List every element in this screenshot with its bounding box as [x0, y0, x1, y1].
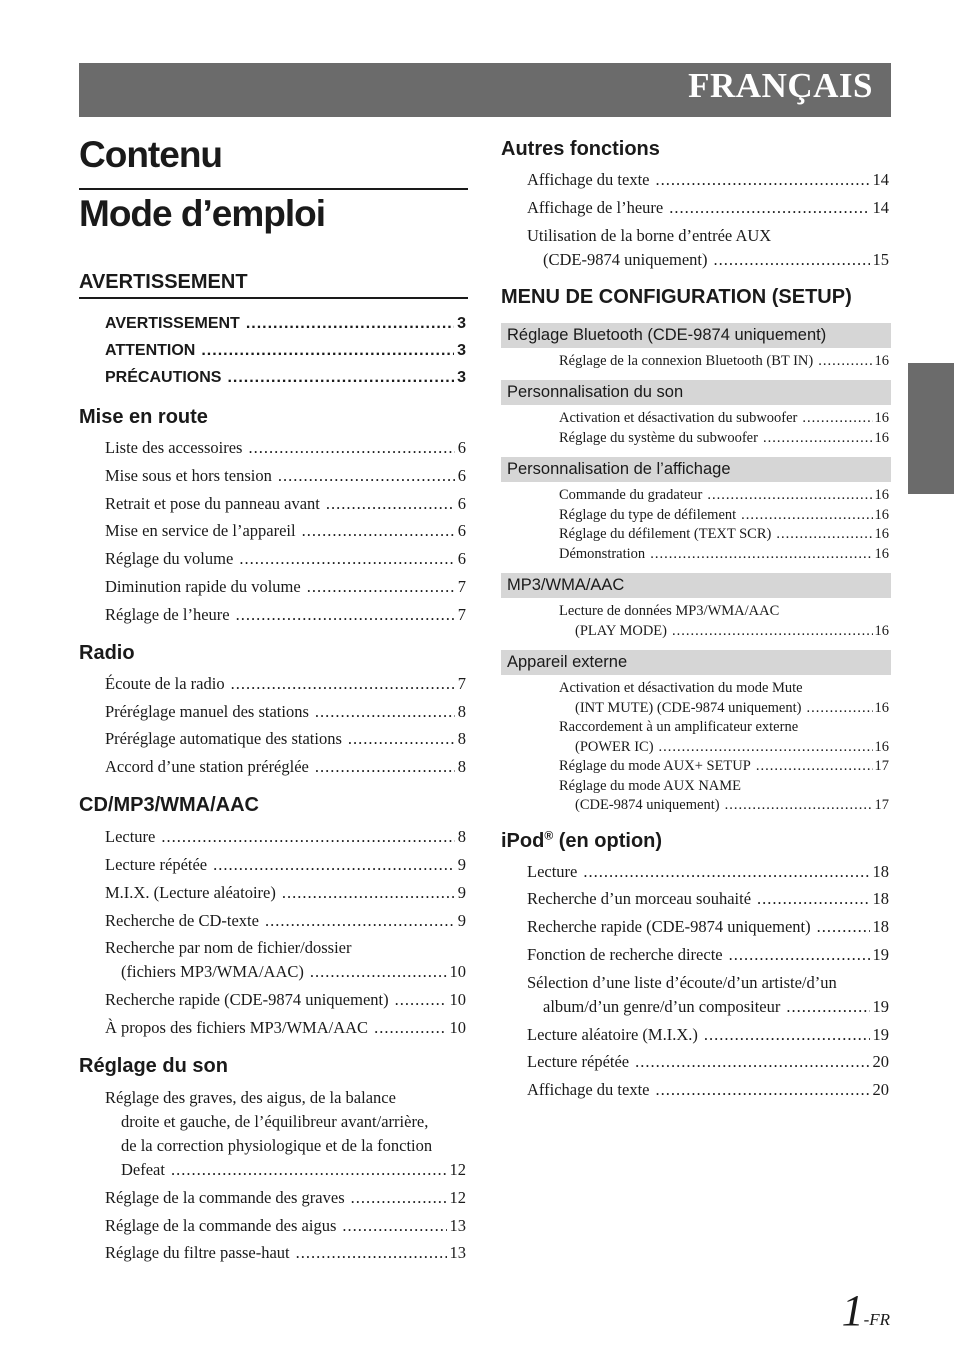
toc-entry-line: album/d’un genre/d’un compositeur ..... 19 [501, 995, 891, 1019]
toc-entry-line: (fichiers MP3/WMA/AAC) ..... 10 [79, 960, 468, 984]
section-heading-autres: Autres fonctions [501, 138, 660, 160]
toc-entry-multiline[interactable] [501, 224, 891, 272]
toc-entry-line: Recherche par nom de fichier/dossier [105, 938, 352, 958]
toc-entry-line: (INT MUTE) (CDE-9874 uniquement) ..... 16 [501, 699, 891, 719]
right-column [501, 130, 891, 1102]
cd-list [79, 825, 468, 1040]
toc-entry[interactable]: Réglage du type de défilement ..... 16 [501, 506, 891, 526]
toc-entry[interactable]: Affichage du texte ..... 14 [501, 168, 891, 192]
section-heading-reglage-son: Réglage du son [79, 1054, 228, 1077]
toc-entry[interactable]: Recherche rapide (CDE-9874 uniquement) ..... 18 [501, 915, 891, 939]
toc-entry[interactable]: AVERTISSEMENT ..... 3 [79, 312, 468, 336]
contents-title: Contenu [79, 132, 468, 190]
toc-entry-multiline[interactable] [501, 718, 891, 757]
toc-entry[interactable]: Lecture aléatoire (M.I.X.) ..... 19 [501, 1023, 891, 1047]
subsection-bar-mp3: MP3/WMA/AAC [501, 573, 891, 598]
toc-entry[interactable]: Réglage du défilement (TEXT SCR) ..... 16 [501, 525, 891, 545]
toc-entry[interactable]: Affichage du texte ..... 20 [501, 1078, 891, 1102]
toc-entry[interactable]: Réglage de la commande des graves ..... 12 [79, 1186, 468, 1210]
toc-entry[interactable]: Retrait et pose du panneau avant ..... 6 [79, 492, 468, 516]
toc-entry-line: de la correction physiologique et de la fonction [121, 1135, 433, 1155]
manual-title: Mode d’emploi [79, 193, 325, 234]
toc-entry[interactable]: M.I.X. (Lecture aléatoire) ..... 9 [79, 881, 468, 905]
toc-entry[interactable]: Lecture répétée ..... 20 [501, 1050, 891, 1074]
toc-entry-multiline[interactable] [501, 602, 891, 641]
toc-entry[interactable]: Réglage de la commande des aigus ..... 13 [79, 1214, 468, 1238]
toc-entry-line: (CDE-9874 uniquement) ..... 15 [501, 248, 891, 272]
toc-entry[interactable]: Recherche de CD-texte ..... 9 [79, 909, 468, 933]
toc-entry[interactable]: Démonstration ..... 16 [501, 545, 891, 565]
toc-entry[interactable]: Préréglage manuel des stations ..... 8 [79, 700, 468, 724]
ipod-list [501, 860, 891, 1103]
toc-entry-multiline[interactable] [501, 679, 891, 718]
toc-entry-line: Réglage des graves, des aigus, de la balance [105, 1087, 396, 1107]
toc-entry[interactable]: Fonction de recherche directe ..... 19 [501, 943, 891, 967]
toc-entry[interactable]: Liste des accessoires ..... 6 [79, 436, 468, 460]
reglage-son-list [79, 1086, 468, 1265]
toc-entry[interactable]: Recherche d’un morceau souhaité ..... 18 [501, 887, 891, 911]
toc-entry-line: Raccordement à un amplificateur externe [559, 719, 799, 736]
section-heading-mise-en-route: Mise en route [79, 406, 208, 428]
toc-entry[interactable]: Recherche rapide (CDE-9874 uniquement) ..... 10 [79, 988, 468, 1012]
toc-entry-multiline[interactable] [79, 936, 468, 984]
toc-entry[interactable]: ATTENTION ..... 3 [79, 339, 468, 363]
toc-entry[interactable]: Écoute de la radio ..... 7 [79, 672, 468, 696]
toc-entry[interactable]: Mise en service de l’appareil ..... 6 [79, 519, 468, 543]
toc-entry[interactable]: Lecture ..... 8 [79, 825, 468, 849]
toc-entry-line: Lecture de données MP3/WMA/AAC [559, 603, 780, 620]
toc-entry[interactable]: Réglage de l’heure ..... 7 [79, 603, 468, 627]
language-banner [79, 63, 891, 117]
page-number: 1 [841, 1286, 864, 1335]
toc-entry-multiline[interactable] [501, 971, 891, 1019]
avertissement-list [79, 312, 468, 390]
toc-entry-line: Activation et désactivation du mode Mute [559, 680, 803, 697]
section-heading-ipod: iPod® (en option) [501, 827, 663, 852]
subsection-bar-son: Personnalisation du son [501, 380, 891, 405]
toc-entry-line: Sélection d’une liste d’écoute/d’un artiste/d’un [527, 972, 837, 992]
section-heading-radio: Radio [79, 641, 135, 664]
toc-entry-line: Defeat ..... 12 [79, 1158, 468, 1182]
toc-entry-line: Réglage du mode AUX NAME [559, 777, 742, 794]
toc-entry[interactable]: Lecture ..... 18 [501, 860, 891, 884]
toc-entry[interactable]: PRÉCAUTIONS ..... 3 [79, 366, 468, 390]
toc-entry[interactable]: À propos des fichiers MP3/WMA/AAC ..... 10 [79, 1016, 468, 1040]
toc-entry[interactable]: Réglage du système du subwoofer ..... 16 [501, 429, 891, 449]
toc-entry[interactable]: Affichage de l’heure ..... 14 [501, 196, 891, 220]
subsection-bar-externe: Appareil externe [501, 650, 891, 675]
subsection-bar-bluetooth: Réglage Bluetooth (CDE-9874 uniquement) [501, 323, 891, 348]
toc-entry-line: droite et gauche, de l’équilibreur avant/arrière, [121, 1111, 429, 1131]
toc-entry[interactable]: Activation et désactivation du subwoofer ..... 16 [501, 409, 891, 429]
toc-entry[interactable]: Diminution rapide du volume ..... 7 [79, 575, 468, 599]
toc-entry[interactable]: Commande du gradateur ..... 16 [501, 486, 891, 506]
autres-list [501, 168, 891, 272]
toc-entry-multiline[interactable] [79, 1086, 468, 1182]
toc-entry-line: (CDE-9874 uniquement) ..... 17 [501, 796, 891, 816]
radio-list [79, 672, 468, 779]
page-footer [842, 1285, 890, 1336]
toc-entry[interactable]: Réglage du mode AUX+ SETUP ..... 17 [501, 757, 891, 777]
subsection-bar-affichage: Personnalisation de l’affichage [501, 457, 891, 482]
language-label: FRANÇAIS [688, 66, 873, 105]
toc-entry[interactable]: Réglage du volume ..... 6 [79, 547, 468, 571]
page-suffix: -FR [863, 1310, 890, 1329]
toc-entry-line: (POWER IC) ..... 16 [501, 738, 891, 758]
toc-entry[interactable]: Lecture répétée ..... 9 [79, 853, 468, 877]
toc-entry-multiline[interactable] [501, 777, 891, 816]
toc-entry[interactable]: Réglage du filtre passe-haut ..... 13 [79, 1241, 468, 1265]
section-heading-setup: MENU DE CONFIGURATION (SETUP) [501, 285, 852, 308]
section-heading-cd: CD/MP3/WMA/AAC [79, 794, 259, 817]
toc-entry-line: Utilisation de la borne d’entrée AUX [527, 225, 772, 245]
mise-en-route-list [79, 436, 468, 627]
toc-entry[interactable]: Accord d’une station préréglée ..... 8 [79, 755, 468, 779]
side-tab-marker [908, 363, 954, 494]
toc-entry-line: (PLAY MODE) ..... 16 [501, 622, 891, 642]
section-heading-avertissement: AVERTISSEMENT [79, 269, 468, 299]
left-column [79, 130, 468, 1265]
toc-entry[interactable]: Préréglage automatique des stations ..... 8 [79, 727, 468, 751]
toc-entry[interactable]: Réglage de la connexion Bluetooth (BT IN) ..... 16 [501, 352, 891, 372]
toc-entry[interactable]: Mise sous et hors tension ..... 6 [79, 464, 468, 488]
